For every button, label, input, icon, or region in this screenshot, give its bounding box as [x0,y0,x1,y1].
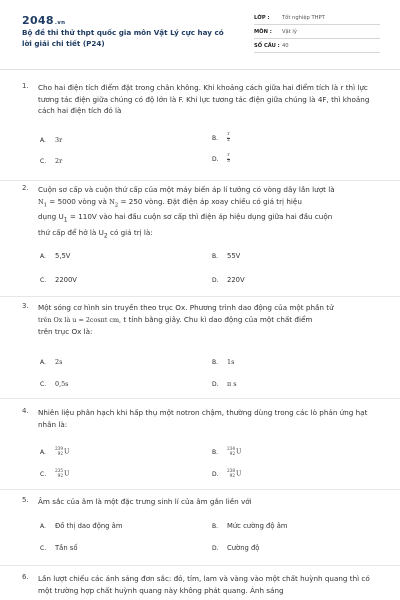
option-b[interactable]: B. 55V [212,252,241,260]
question-number: 6. [22,573,29,581]
exam-meta [254,11,380,53]
meta-subject-label: MÔN : [254,28,272,35]
option-a[interactable]: A. 239 92 U [40,446,70,456]
question-number: 5. [22,496,29,504]
option-a[interactable]: A. 3r [40,136,63,144]
question-2 [22,184,382,294]
option-c[interactable]: C. 235 92 U [40,468,70,478]
option-b[interactable]: B. 234 92 U [212,446,242,456]
question-text: Cho hai điện tích điểm đặt trong chân không. Khi khoảng cách giữa hai điểm tích là r thì lực tương tác điện giữa chúng có độ lớn là F. Khi lực tương tác điện giữa chúng là 4F, thì khoảng cách hai điện tích đó là [38,83,370,116]
option-a[interactable]: A. Đồ thị dao động âm [40,522,123,530]
meta-subject-value: Vật lý [282,28,297,35]
question-number: 4. [22,407,29,415]
question-5 [22,496,382,566]
question-text: Cuộn sơ cấp và cuộn thứ cấp của một máy biến áp lí tưởng có vòng dây lần lượt là $N_1 = 5000$ vòng và $N_2 = 250$ vòng. Đặt điện áp xoay chiều có giá trị hiệu dụng $U_1 = 110V$ vào hai đầu cuộn sơ cấp thì điện áp hiệu dụng giữa hai đầu cuộn thứ cấp để hở là $U_2$ có giá trị là: [38,185,335,239]
header-divider [0,69,400,70]
meta-class-value: Tốt nghiệp THPT [282,14,325,21]
question-separator [0,180,400,181]
question-separator [0,398,400,399]
option-d[interactable]: D. 238 92 U [212,468,242,478]
question-text: Một sóng cơ hình sin truyền theo trục Ox. Phương trình dao động của một phần tử trên Ox là u = 2cosπt cm, t tính bằng giây. Chu kì dao động của một chất điểm trên trục Ox là: [38,303,334,337]
exam-title: Bộ đề thi thử thpt quốc gia môn Vật Lý cực hay có lời giải chi tiết (P24) [22,28,224,48]
meta-count-row [254,39,380,53]
option-d[interactable]: D. π s [212,380,237,388]
meta-class-label: LỚP : [254,14,270,21]
question-text: Lần lượt chiếu các ánh sáng đơn sắc: đỏ, tím, lam và vàng vào một chất huỳnh quang thì có một trường hợp chất huỳnh quang này không phát quang. Ánh sáng [38,574,370,595]
question-text: Nhiên liệu phân hạch khi hấp thụ một notron chậm, thường dùng trong các lò phản ứng hạt nhân là: [38,408,368,429]
document-header [0,0,400,66]
meta-subject-row [254,25,380,39]
question-1 [22,82,382,182]
question-separator [0,565,400,566]
option-a[interactable]: A. 5,5V [40,252,71,260]
option-d[interactable]: D. $\frac{r}{3}$ [212,153,230,164]
question-6 [22,573,382,600]
option-d[interactable]: D. 220V [212,276,245,284]
option-c[interactable]: C. Tần số [40,544,78,552]
option-b[interactable]: B. 1s [212,358,235,366]
question-separator [0,489,400,490]
question-3 [22,302,382,394]
option-c[interactable]: C. 2r [40,157,63,165]
question-text: Âm sắc của âm là một đặc trưng sinh lí của âm gắn liền với [38,497,252,506]
meta-count-label: SỐ CÂU : [254,42,280,49]
meta-count-value: 40 [282,42,289,49]
option-b[interactable]: B. $\frac{r}{2}$ [212,132,230,143]
option-c[interactable]: C. 2200V [40,276,77,284]
option-b[interactable]: B. Mức cường độ âm [212,522,288,530]
site-logo[interactable]: 2048.vn [22,14,66,27]
question-number: 2. [22,184,29,192]
question-number: 3. [22,302,29,310]
option-d[interactable]: D. Cường độ [212,544,260,552]
option-c[interactable]: C. 0,5s [40,380,69,388]
question-number: 1. [22,82,29,90]
question-separator [0,296,400,297]
option-a[interactable]: A. 2s [40,358,63,366]
question-4 [22,407,382,491]
meta-class-row [254,11,380,25]
